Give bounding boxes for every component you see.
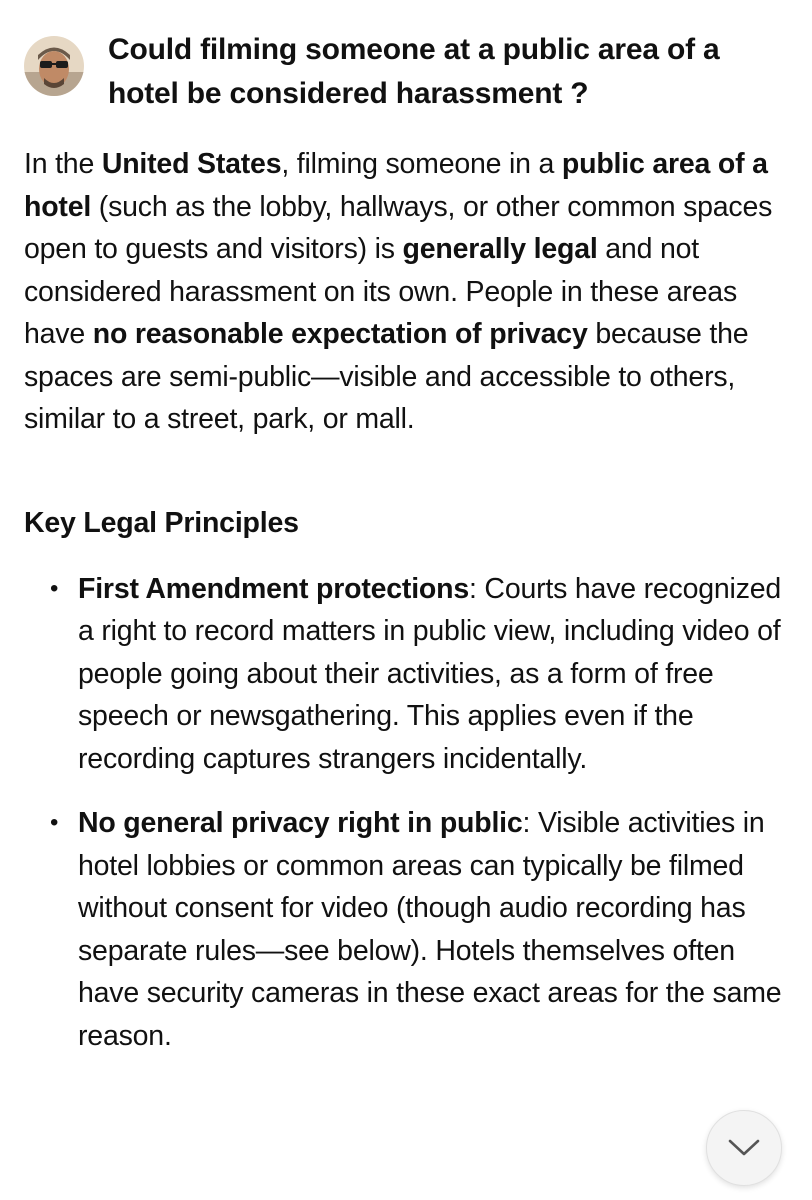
user-avatar-photo-icon [24, 36, 84, 96]
user-question [24, 28, 794, 116]
intro-text-2: , filming someone in a [281, 148, 562, 180]
bullet-text: : Courts have recognized a right to record matters in public view, including video of people going about their activities, as a form of free speech or newsgathering. This applies even if the recording captures strangers incidentally. [78, 572, 782, 775]
bullet-list [24, 568, 799, 1058]
intro-bold-2: public area of a hotel [24, 148, 768, 223]
intro-text-1: In the [24, 148, 102, 180]
bullet-title: First Amendment protections [78, 572, 469, 605]
intro-bold-1: United States [101, 148, 282, 180]
intro-paragraph [24, 143, 799, 441]
intro-text-3: (such as the lobby, hallways, or other common spaces open to guests and visitors) is [24, 190, 773, 265]
chevron-down-icon [727, 1138, 761, 1158]
intro-text-5: because the spaces are semi-public—visible and accessible to others, similar to a street, park, or mall. [24, 318, 749, 435]
avatar[interactable] [24, 36, 84, 96]
bullet-title: No general privacy right in public [78, 807, 523, 839]
assistant-answer [24, 143, 799, 1079]
bullet-dot: • [50, 574, 59, 602]
bullet-dot: • [50, 809, 59, 836]
list-item [24, 568, 799, 781]
question-text: Could filming someone at a public area of a hotel be considered harassment ? [108, 33, 720, 110]
scroll-to-bottom-button[interactable] [706, 1110, 782, 1186]
intro-bold-4: no reasonable expectation of privacy [92, 318, 588, 350]
intro-bold-3: generally legal [402, 233, 598, 265]
intro-text-4: and not considered harassment on its own. People in these areas have [24, 233, 738, 350]
section-heading: Key Legal Principles [24, 506, 299, 539]
list-item [24, 802, 799, 1057]
bullet-text: : Visible activities in hotel lobbies or common areas can typically be filmed without consent for video (though audio recording has separate rules—see below). Hotels themselves often have security cameras in these exact areas for the same reason. [78, 807, 782, 1052]
